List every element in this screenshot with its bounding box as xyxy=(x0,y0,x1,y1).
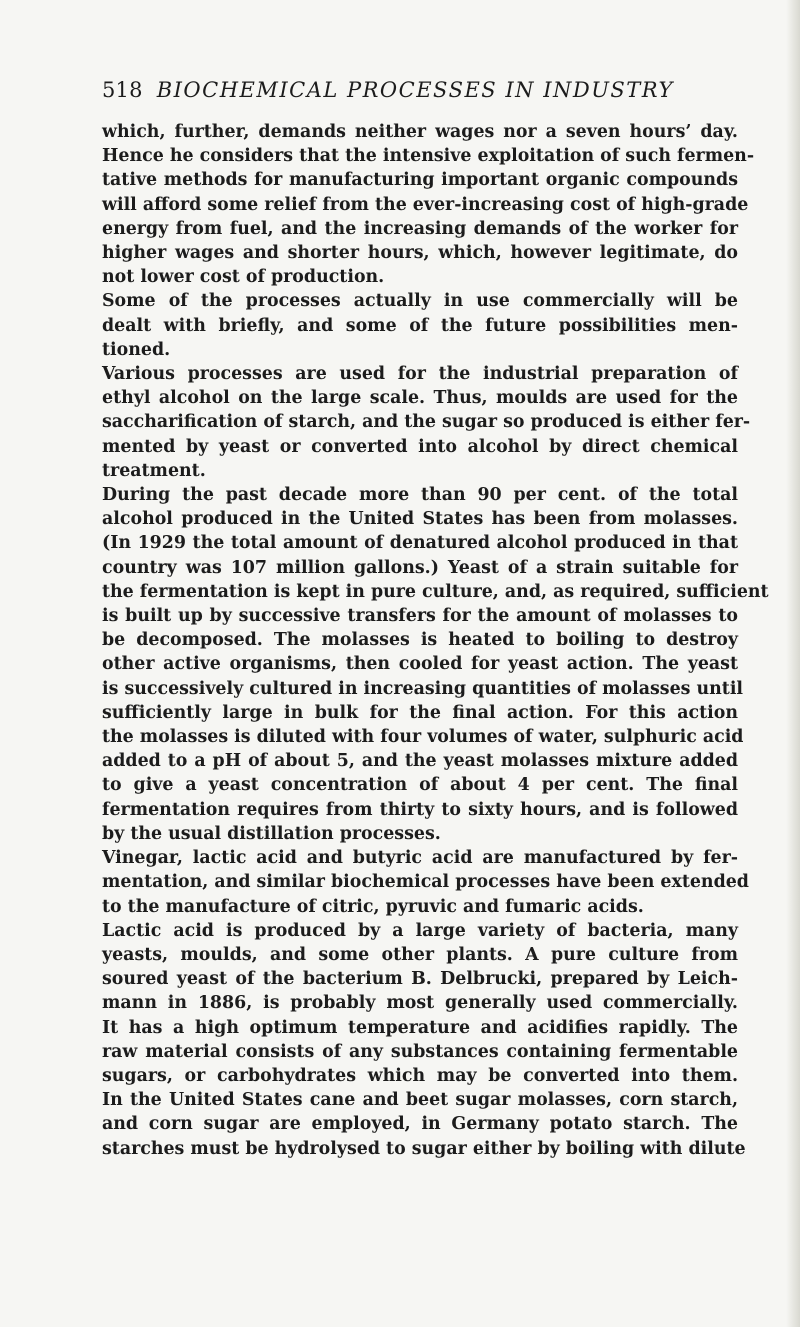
text-line: In the United States cane and beet sugar molasses, corn starch, xyxy=(102,1090,738,1111)
text-line: which, further, demands neither wages nor a seven hours’ day. xyxy=(102,122,738,142)
text-line: energy from fuel, and the increasing demands of the worker for xyxy=(102,218,738,239)
text-line: tative methods for manufacturing important organic compounds xyxy=(102,170,738,191)
text-line: tioned. xyxy=(102,339,171,360)
text-line: raw material consists of any substances containing fermentable xyxy=(102,1041,738,1062)
paragraph-6 xyxy=(102,919,746,1161)
paragraph-3 xyxy=(102,362,751,483)
text-line: starches must be hydrolysed to sugar either by boiling with dilute xyxy=(102,1138,746,1159)
text-line: by the usual distillation processes. xyxy=(102,823,441,844)
text-line: Some of the processes actually in use commercially will be xyxy=(102,291,738,312)
text-line: and corn sugar are employed, in Germany potato starch. The xyxy=(102,1114,738,1135)
text-line: other active organisms, then cooled for yeast action. The yeast xyxy=(102,654,738,675)
text-line: (In 1929 the total amount of denatured alcohol produced in that xyxy=(102,533,738,554)
text-line: yeasts, moulds, and some other plants. A pure culture from xyxy=(102,944,738,965)
text-line: to give a yeast concentration of about 4 per cent. The final xyxy=(102,775,738,796)
text-line: sufficiently large in bulk for the final action. For this action xyxy=(102,702,738,723)
paragraph-4 xyxy=(102,483,769,846)
text-line: It has a high optimum temperature and acidifies rapidly. The xyxy=(102,1017,738,1038)
text-line: During the past decade more than 90 per cent. of the total xyxy=(102,485,738,506)
running-head xyxy=(102,70,738,110)
text-line: saccharification of starch, and the sugar so produced is either fer- xyxy=(102,412,751,433)
text-line: sugars, or carbohydrates which may be converted into them. xyxy=(102,1065,738,1086)
text-line: ethyl alcohol on the large scale. Thus, moulds are used for the xyxy=(102,388,738,409)
text-line: not lower cost of production. xyxy=(102,267,385,288)
text-line: the molasses is diluted with four volumes of water, sulphuric acid xyxy=(102,727,744,748)
text-line: is built up by successive transfers for the amount of molasses to xyxy=(102,606,738,627)
text-line: will afford some relief from the ever-increasing cost of high-grade xyxy=(102,194,749,215)
page-edge-shadow xyxy=(786,0,800,1327)
text-line: treatment. xyxy=(102,460,206,481)
text-line: to the manufacture of citric, pyruvic and fumaric acids. xyxy=(102,896,644,917)
text-line: added to a pH of about 5, and the yeast molasses mixture added xyxy=(102,751,738,772)
text-line: Lactic acid is produced by a large variety of bacteria, many xyxy=(102,920,738,941)
text-line: be decomposed. The molasses is heated to boiling to destroy xyxy=(102,630,738,651)
text-line: the fermentation is kept in pure culture, and, as required, sufficient xyxy=(102,581,769,602)
page-number: 518 xyxy=(102,78,143,102)
text-line: Vinegar, lactic acid and butyric acid are manufactured by fer- xyxy=(102,848,738,869)
text-line: alcohol produced in the United States has been from molasses. xyxy=(102,509,738,530)
paragraph-1 xyxy=(102,120,755,289)
text-line: soured yeast of the bacterium B. Delbrucki, prepared by Leich- xyxy=(102,969,738,990)
text-line: is successively cultured in increasing quantities of molasses until xyxy=(102,678,744,699)
paragraph-2 xyxy=(102,289,738,362)
running-title: BIOCHEMICAL PROCESSES IN INDUSTRY xyxy=(156,78,674,102)
text-line: higher wages and shorter hours, which, however legitimate, do xyxy=(102,243,738,264)
text-line: country was 107 million gallons.) Yeast of a strain suitable for xyxy=(102,557,738,578)
book-page xyxy=(102,70,769,1161)
text-line: mented by yeast or converted into alcohol by direct chemical xyxy=(102,436,738,457)
text-line: mentation, and similar biochemical processes have been extended xyxy=(102,872,749,893)
text-line: Hence he considers that the intensive exploitation of such fermen- xyxy=(102,146,755,167)
text-line: fermentation requires from thirty to sixty hours, and is followed xyxy=(102,799,738,820)
body-text xyxy=(102,120,769,1161)
text-line: dealt with briefly, and some of the future possibilities men- xyxy=(102,315,738,336)
paragraph-5 xyxy=(102,846,749,919)
text-line: mann in 1886, is probably most generally used commercially. xyxy=(102,993,738,1014)
text-line: Various processes are used for the industrial preparation of xyxy=(102,364,738,385)
